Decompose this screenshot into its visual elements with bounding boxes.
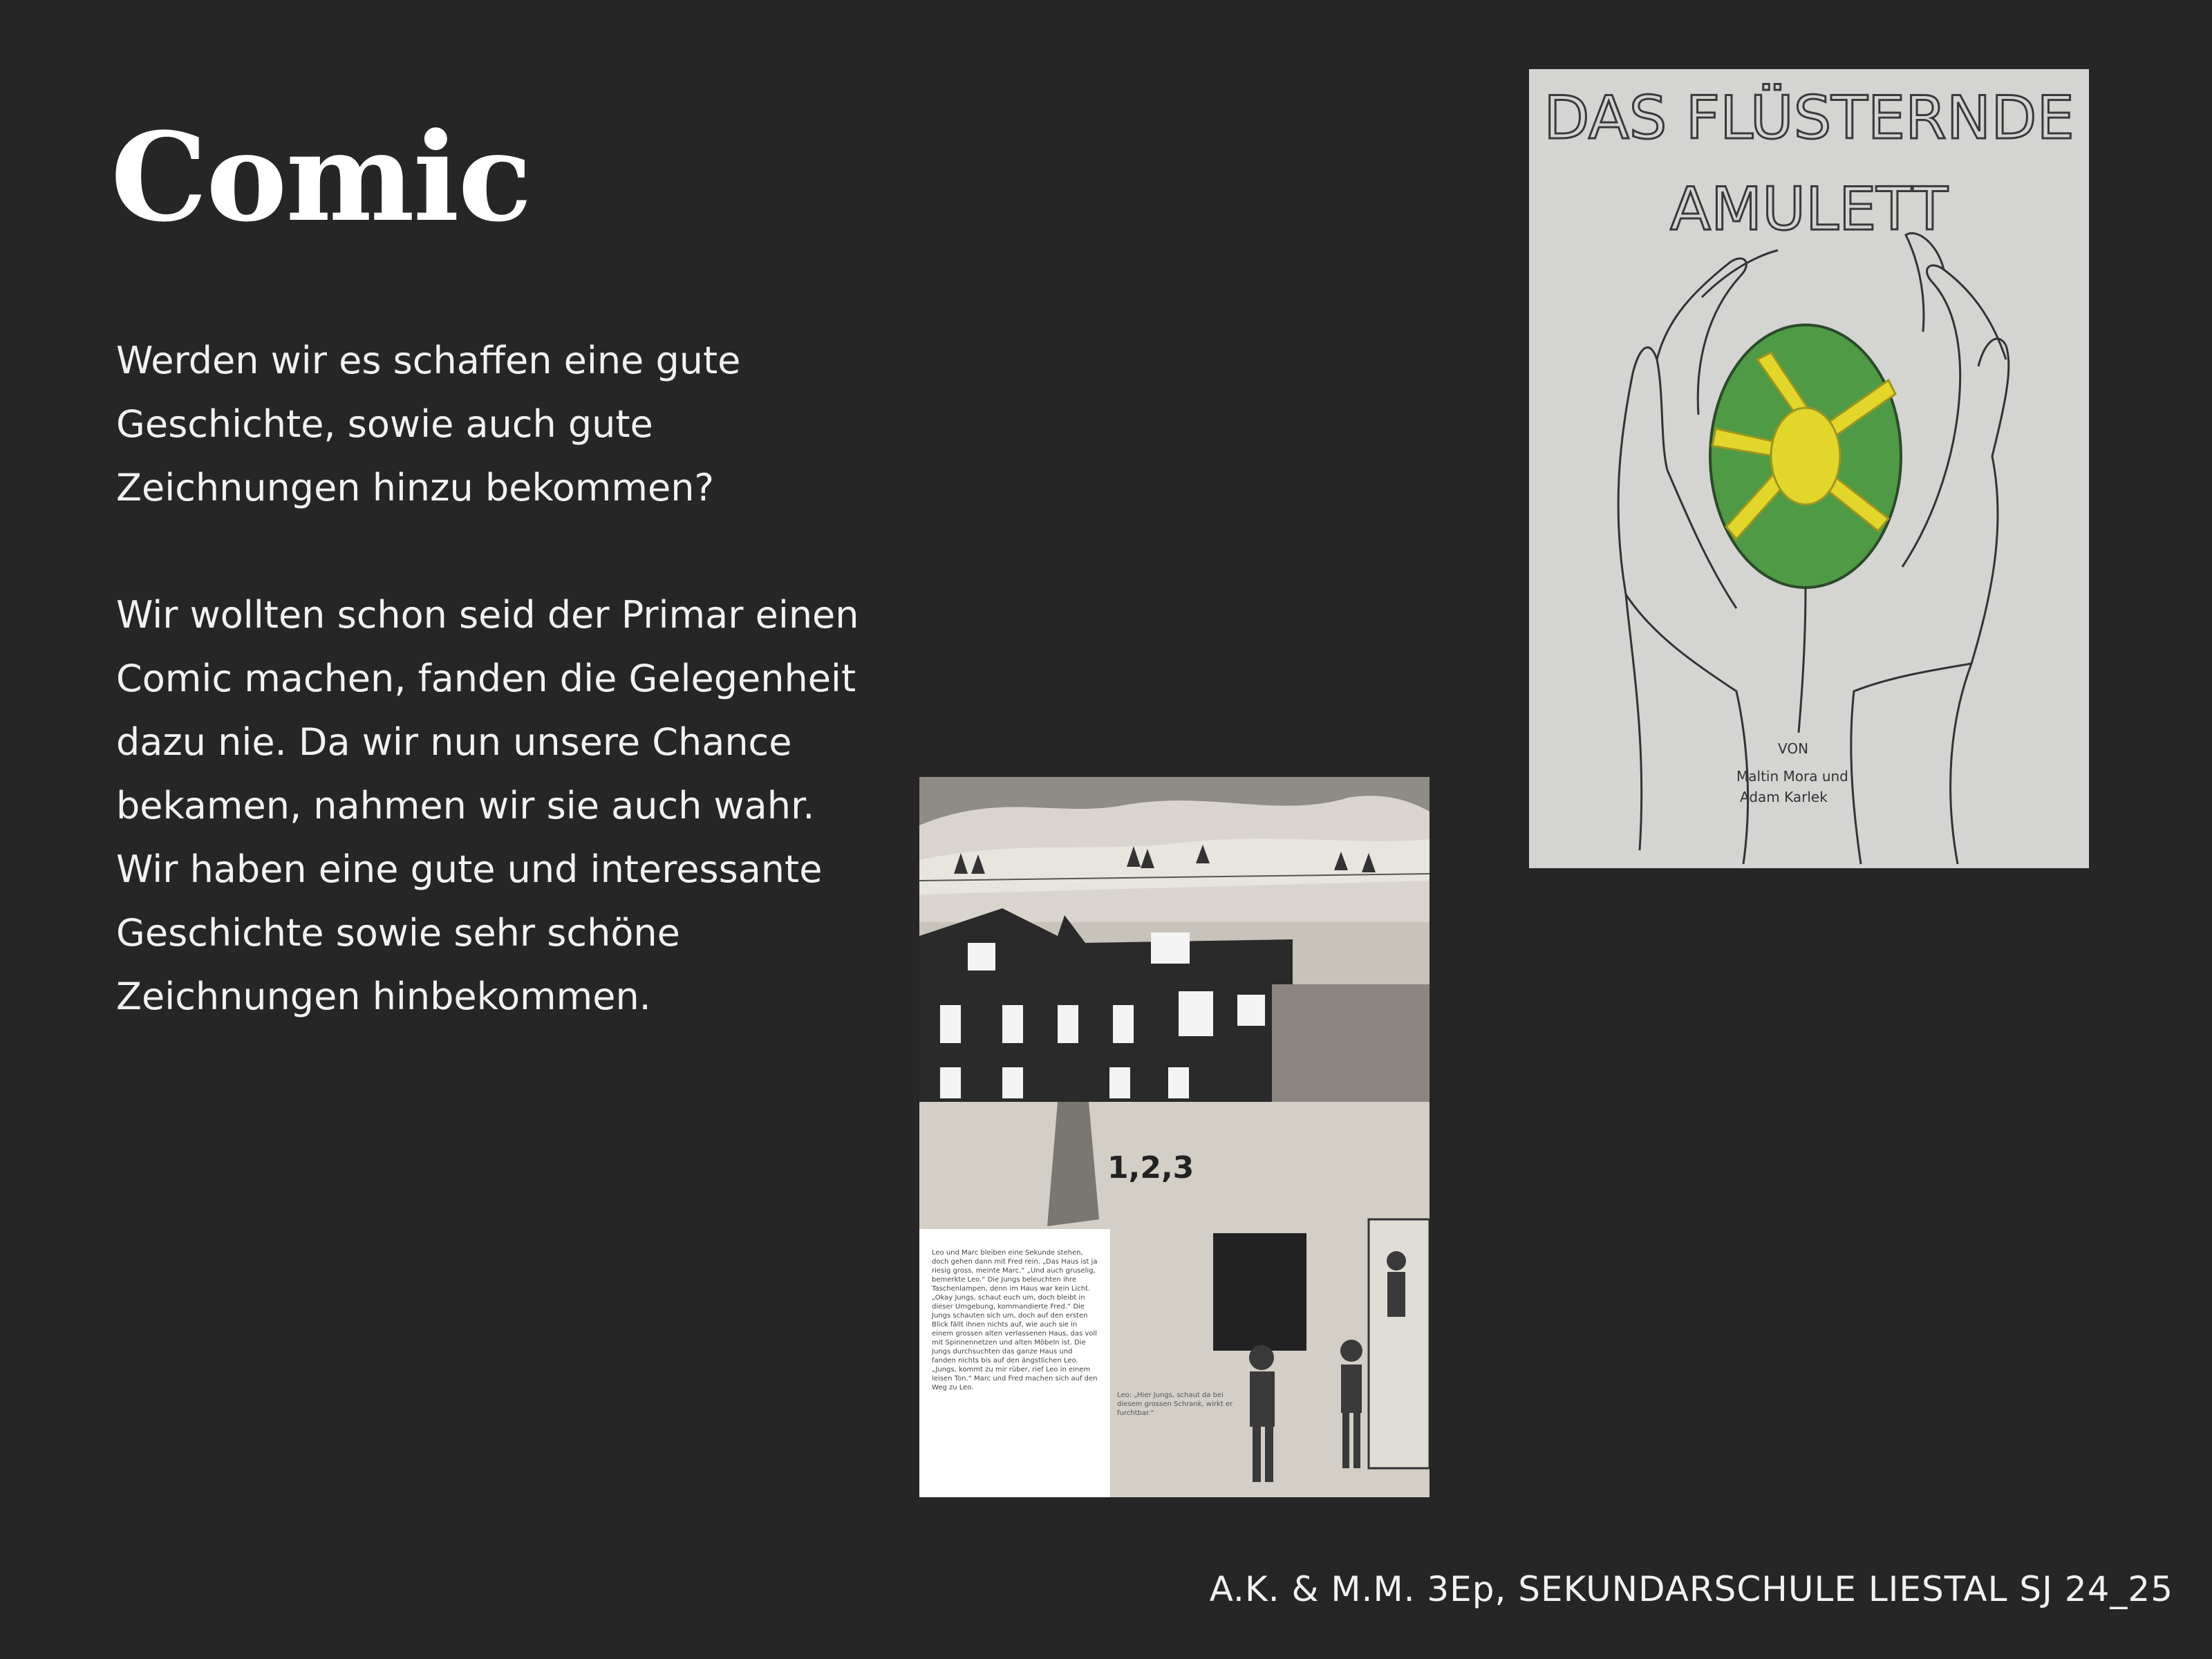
cover-by-label: VON (1778, 740, 1809, 757)
comic-cover-image (1529, 69, 2089, 868)
cover-drawing (1529, 69, 2089, 868)
slide-title: Comic (111, 106, 531, 249)
cover-authors-line2: Adam Karlek (1740, 789, 1828, 805)
cover-title-line2: AMULETT (1670, 175, 1948, 244)
footer-credit: A.K. & M.M. 3Ep, SEKUNDARSCHULE LIESTAL SJ 24_25 (1209, 1569, 2173, 1609)
story-text-box: Leo und Marc bleiben eine Sekunde stehen, doch gehen dann mit Fred rein. „Das Haus ist ja riesig gross, meinte Marc.“ „Und auch gruselig, bemerkte Leo.“ Die Jungs beleuchten ihre Taschenlampen, denn im Haus war kein Licht. „Okay Jungs, schaut euch um, doch bleibt in dieser Umgebung, kommandierte Fred.“ Die Jungs schauten sich um, doch auf den ersten Blick fällt ihnen nichts auf, wie auch sie in einem grossen alten verlassenen Haus, das voll mit Spinnennetzen und alten Möbeln ist. Die Jungs durchsuchten das ganze Haus und fanden nichts bis auf den ängstlichen Leo. „Jungs, kommt zu mir rüber, rief Leo in einem leisen Ton.“ Marc und Fred machen sich auf den Weg zu Leo. (919, 1229, 1110, 1497)
cover-authors-line1: Maltin Mora und (1736, 768, 1848, 785)
sound-effect-label: 1,2,3 (1107, 1150, 1194, 1185)
paragraph-question: Werden wir es schaffen eine gute Geschichte, sowie auch gute Zeichnungen hinzu bekommen? (116, 339, 741, 509)
comic-page-image (919, 777, 1430, 1497)
speech-caption: Leo: „Hier Jungs, schaut da bei diesem grossen Schrank, wirkt er furchtbar.“ (1117, 1391, 1233, 1417)
paragraph-motivation: Wir wollten schon seid der Primar einen Comic machen, fanden die Gelegenheit dazu nie. Da wir nun unsere Chance bekamen, nahmen wir sie auch wahr. Wir haben eine gute und interessante Geschichte sowie sehr schöne Zeichnungen hinbekommen. (116, 593, 859, 1018)
cover-title-line1: DAS FLÜSTERNDE (1544, 84, 2074, 153)
body-text (116, 329, 863, 1092)
